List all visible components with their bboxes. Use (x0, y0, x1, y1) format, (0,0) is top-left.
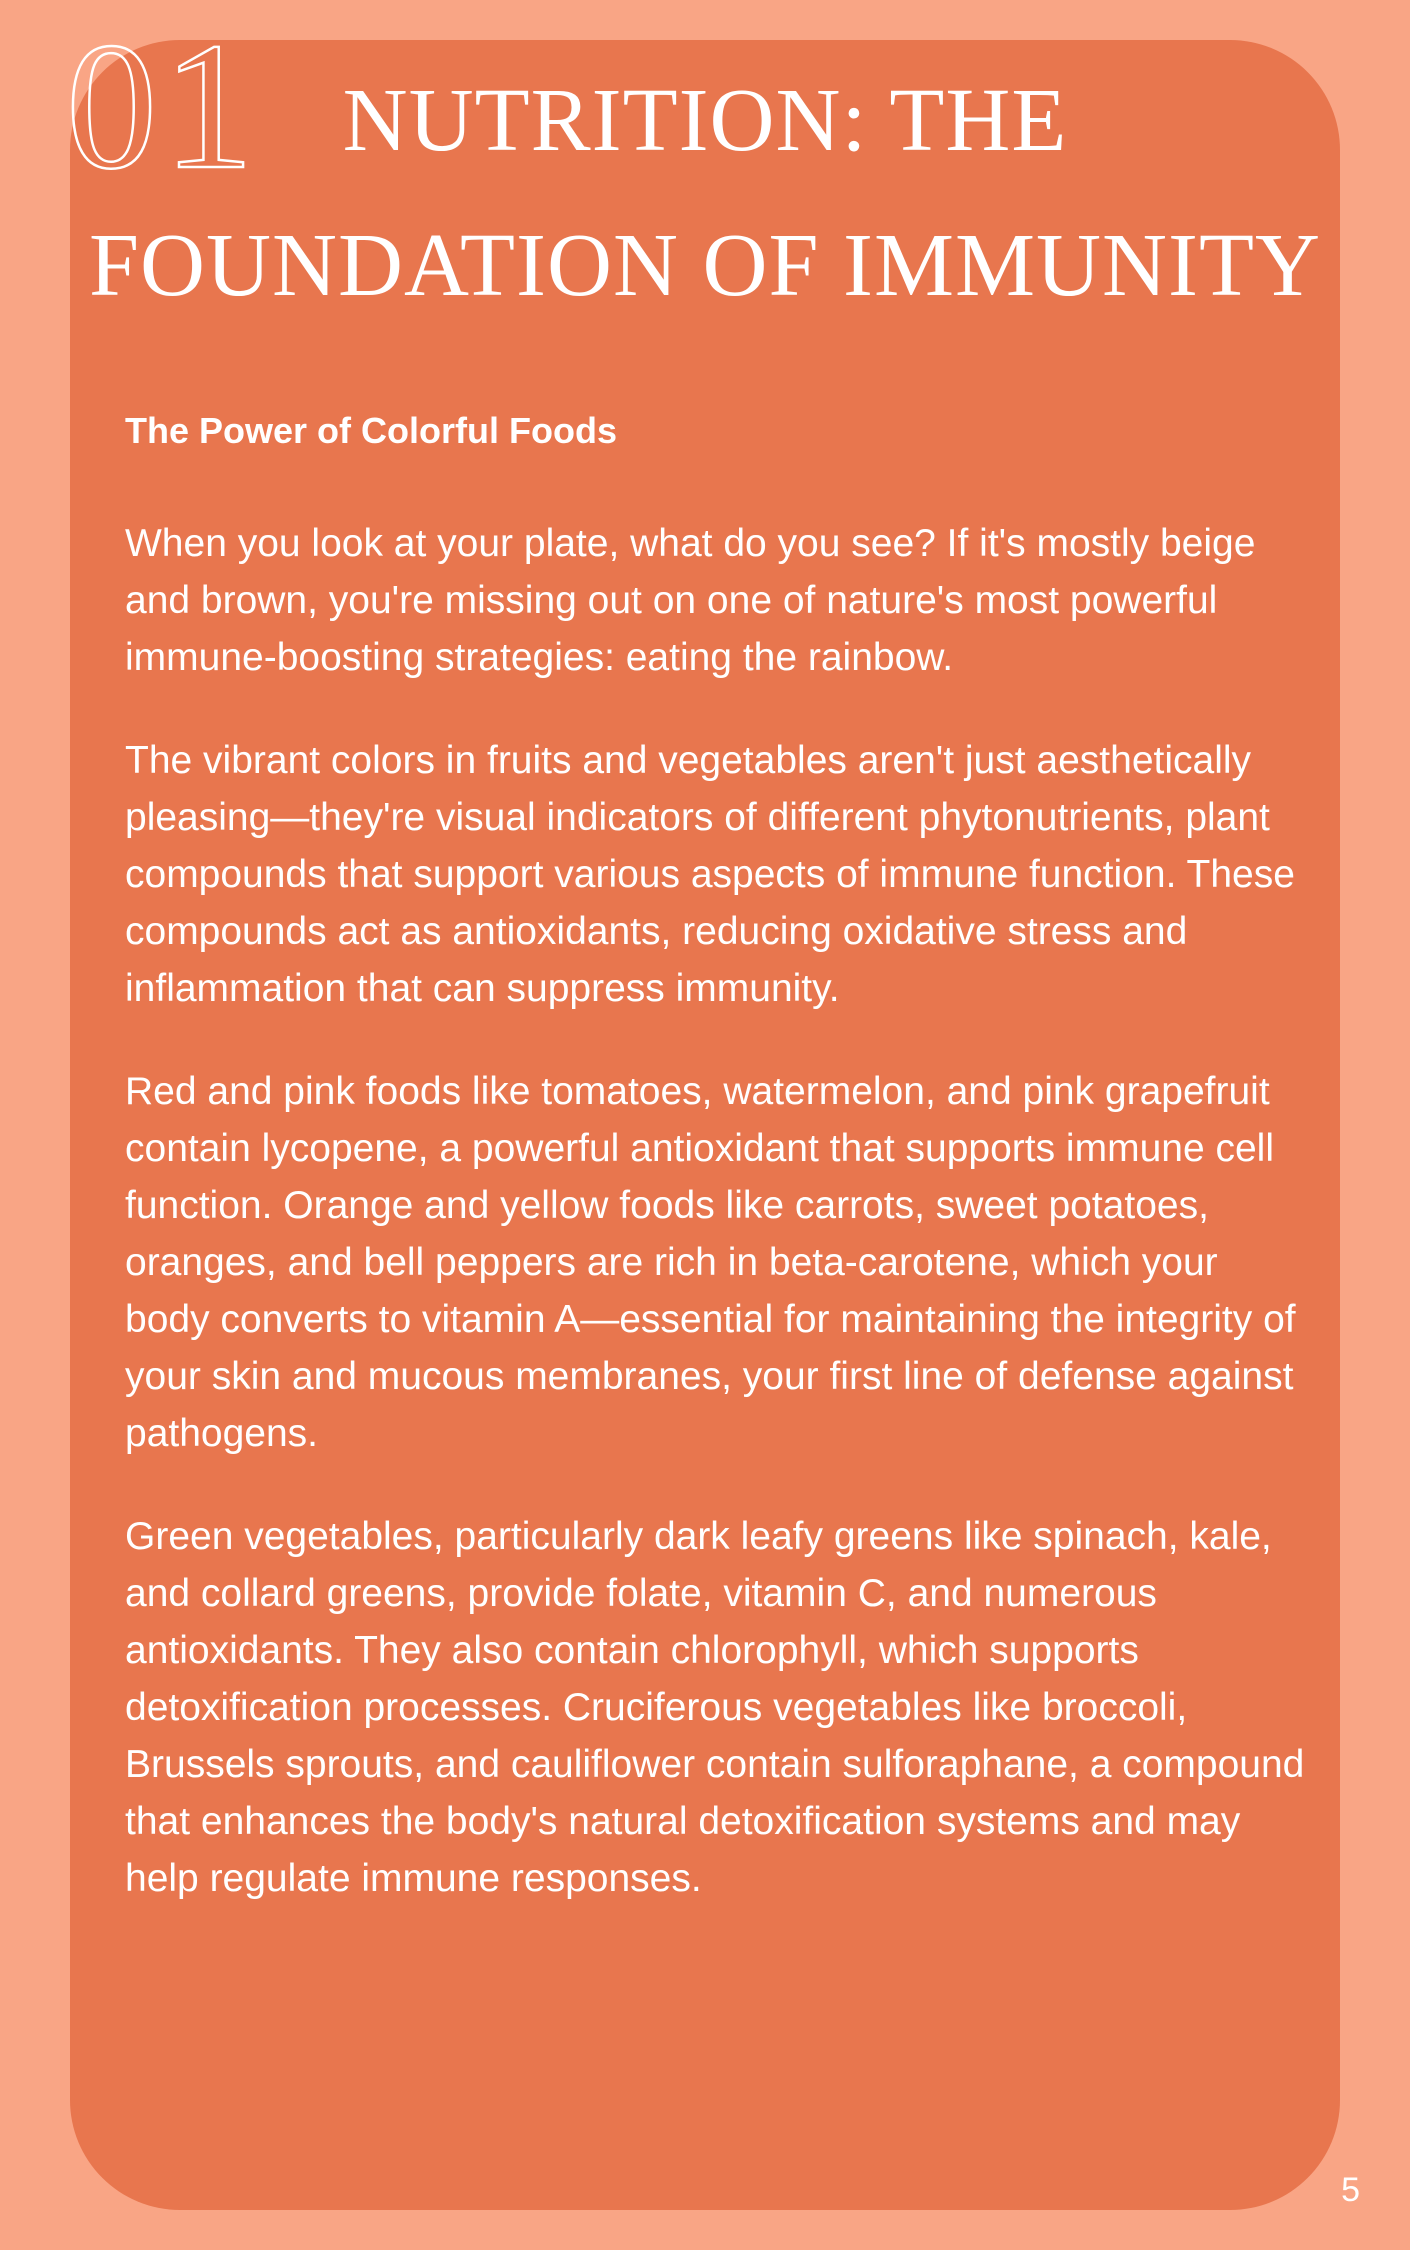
body-paragraph: When you look at your plate, what do you see? If it's mostly beige and brown, you're missing out on one of nature's most powerful immune-boosting strategies: eating the rainbow. (125, 522, 1256, 679)
chapter-header (66, 6, 1340, 340)
chapter-title-line-1: NUTRITION: THE (342, 71, 1068, 170)
body-paragraph: Green vegetables, particularly dark leafy greens like spinach, kale, and collard greens, provide folate, vitamin C, and numerous antioxidants. They also contain chlorophyll, which supports detoxification processes. Cruciferous vegetables like broccoli, Brussels sprouts, and cauliflower contain sulforaphane, a compound that enhances the body's natural detoxification systems and may help regulate immune responses. (125, 1515, 1305, 1900)
chapter-body (70, 409, 1340, 1907)
body-paragraph: The vibrant colors in fruits and vegetables aren't just aesthetically pleasing—they're visual indicators of different phytonutrients, plant compounds that support various aspects of immune function. These compounds act as antioxidants, reducing oxidative stress and inflammation that can suppress immunity. (125, 739, 1295, 1010)
chapter-title (70, 40, 1340, 338)
chapter-title-line-2: FOUNDATION OF IMMUNITY (89, 216, 1321, 315)
body-paragraph: Red and pink foods like tomatoes, watermelon, and pink grapefruit contain lycopene, a powerful antioxidant that supports immune cell function. Orange and yellow foods like carrots, sweet potatoes, oranges, and bell peppers are rich in beta-carotene, which your body converts to vitamin A—essential for maintaining the integrity of your skin and mucous membranes, your first line of defense against pathogens. (125, 1070, 1296, 1455)
chapter-number-outline: 01 (66, 6, 260, 207)
chapter-card (66, 6, 1340, 2210)
section-subheading: The Power of Colorful Foods (125, 410, 617, 451)
page-number: 5 (1341, 2171, 1360, 2209)
